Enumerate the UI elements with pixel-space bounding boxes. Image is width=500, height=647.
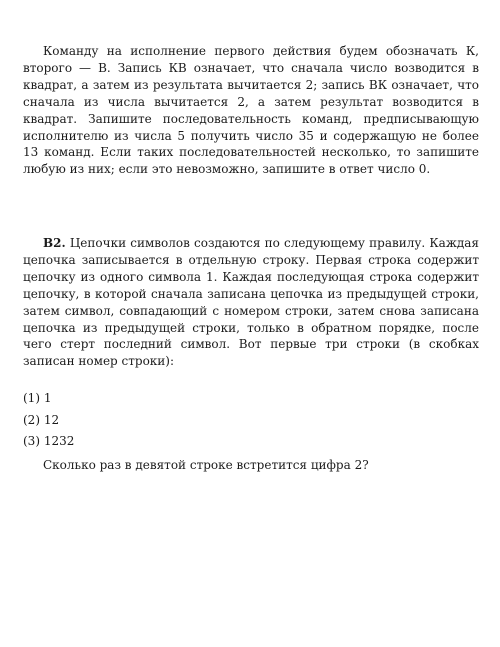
example-line-1: (1) 1: [23, 391, 52, 405]
task-b2-number: B2.: [43, 236, 66, 250]
task-b2-text: Цепочки символов создаются по следующему правилу. Каждая цепочка записывается в отдельную строку. Первая строка содержит цепочку из одного символа 1. Каждая последующая строка содержит цепочку, в которой сначала записана цепочка из предыдущей строки, затем символ, совпадающий с номером строки, затем снова записана цепочка из предыдущей строки, только в обратном порядке, после чего стерт последний символ. Вот первые три строки (в скобках записан номер строки):: [23, 236, 479, 369]
paragraph-commands: Команду на исполнение первого действия будем обозначать К, второго — В. Запись КВ означает, что сначала число возводится в квадрат, а затем из результата вычитается 2; запись ВК означает, что сначала из числа вычитается 2, а затем результат возводится в квадрат. Запишите последовательность команд, предписывающую исполнителю из числа 5 получить число 35 и содержащую не более 13 команд. Если таких последовательностей несколько, то запишите любую из них; если это невозможно, запишите в ответ число 0.: [23, 44, 479, 177]
task-b2-question: Сколько раз в девятой строке встретится цифра 2?: [43, 458, 369, 472]
example-line-3: (3) 1232: [23, 434, 75, 448]
task-b2: [23, 235, 479, 370]
example-lines: [23, 388, 74, 453]
example-line-2: (2) 12: [23, 412, 60, 427]
